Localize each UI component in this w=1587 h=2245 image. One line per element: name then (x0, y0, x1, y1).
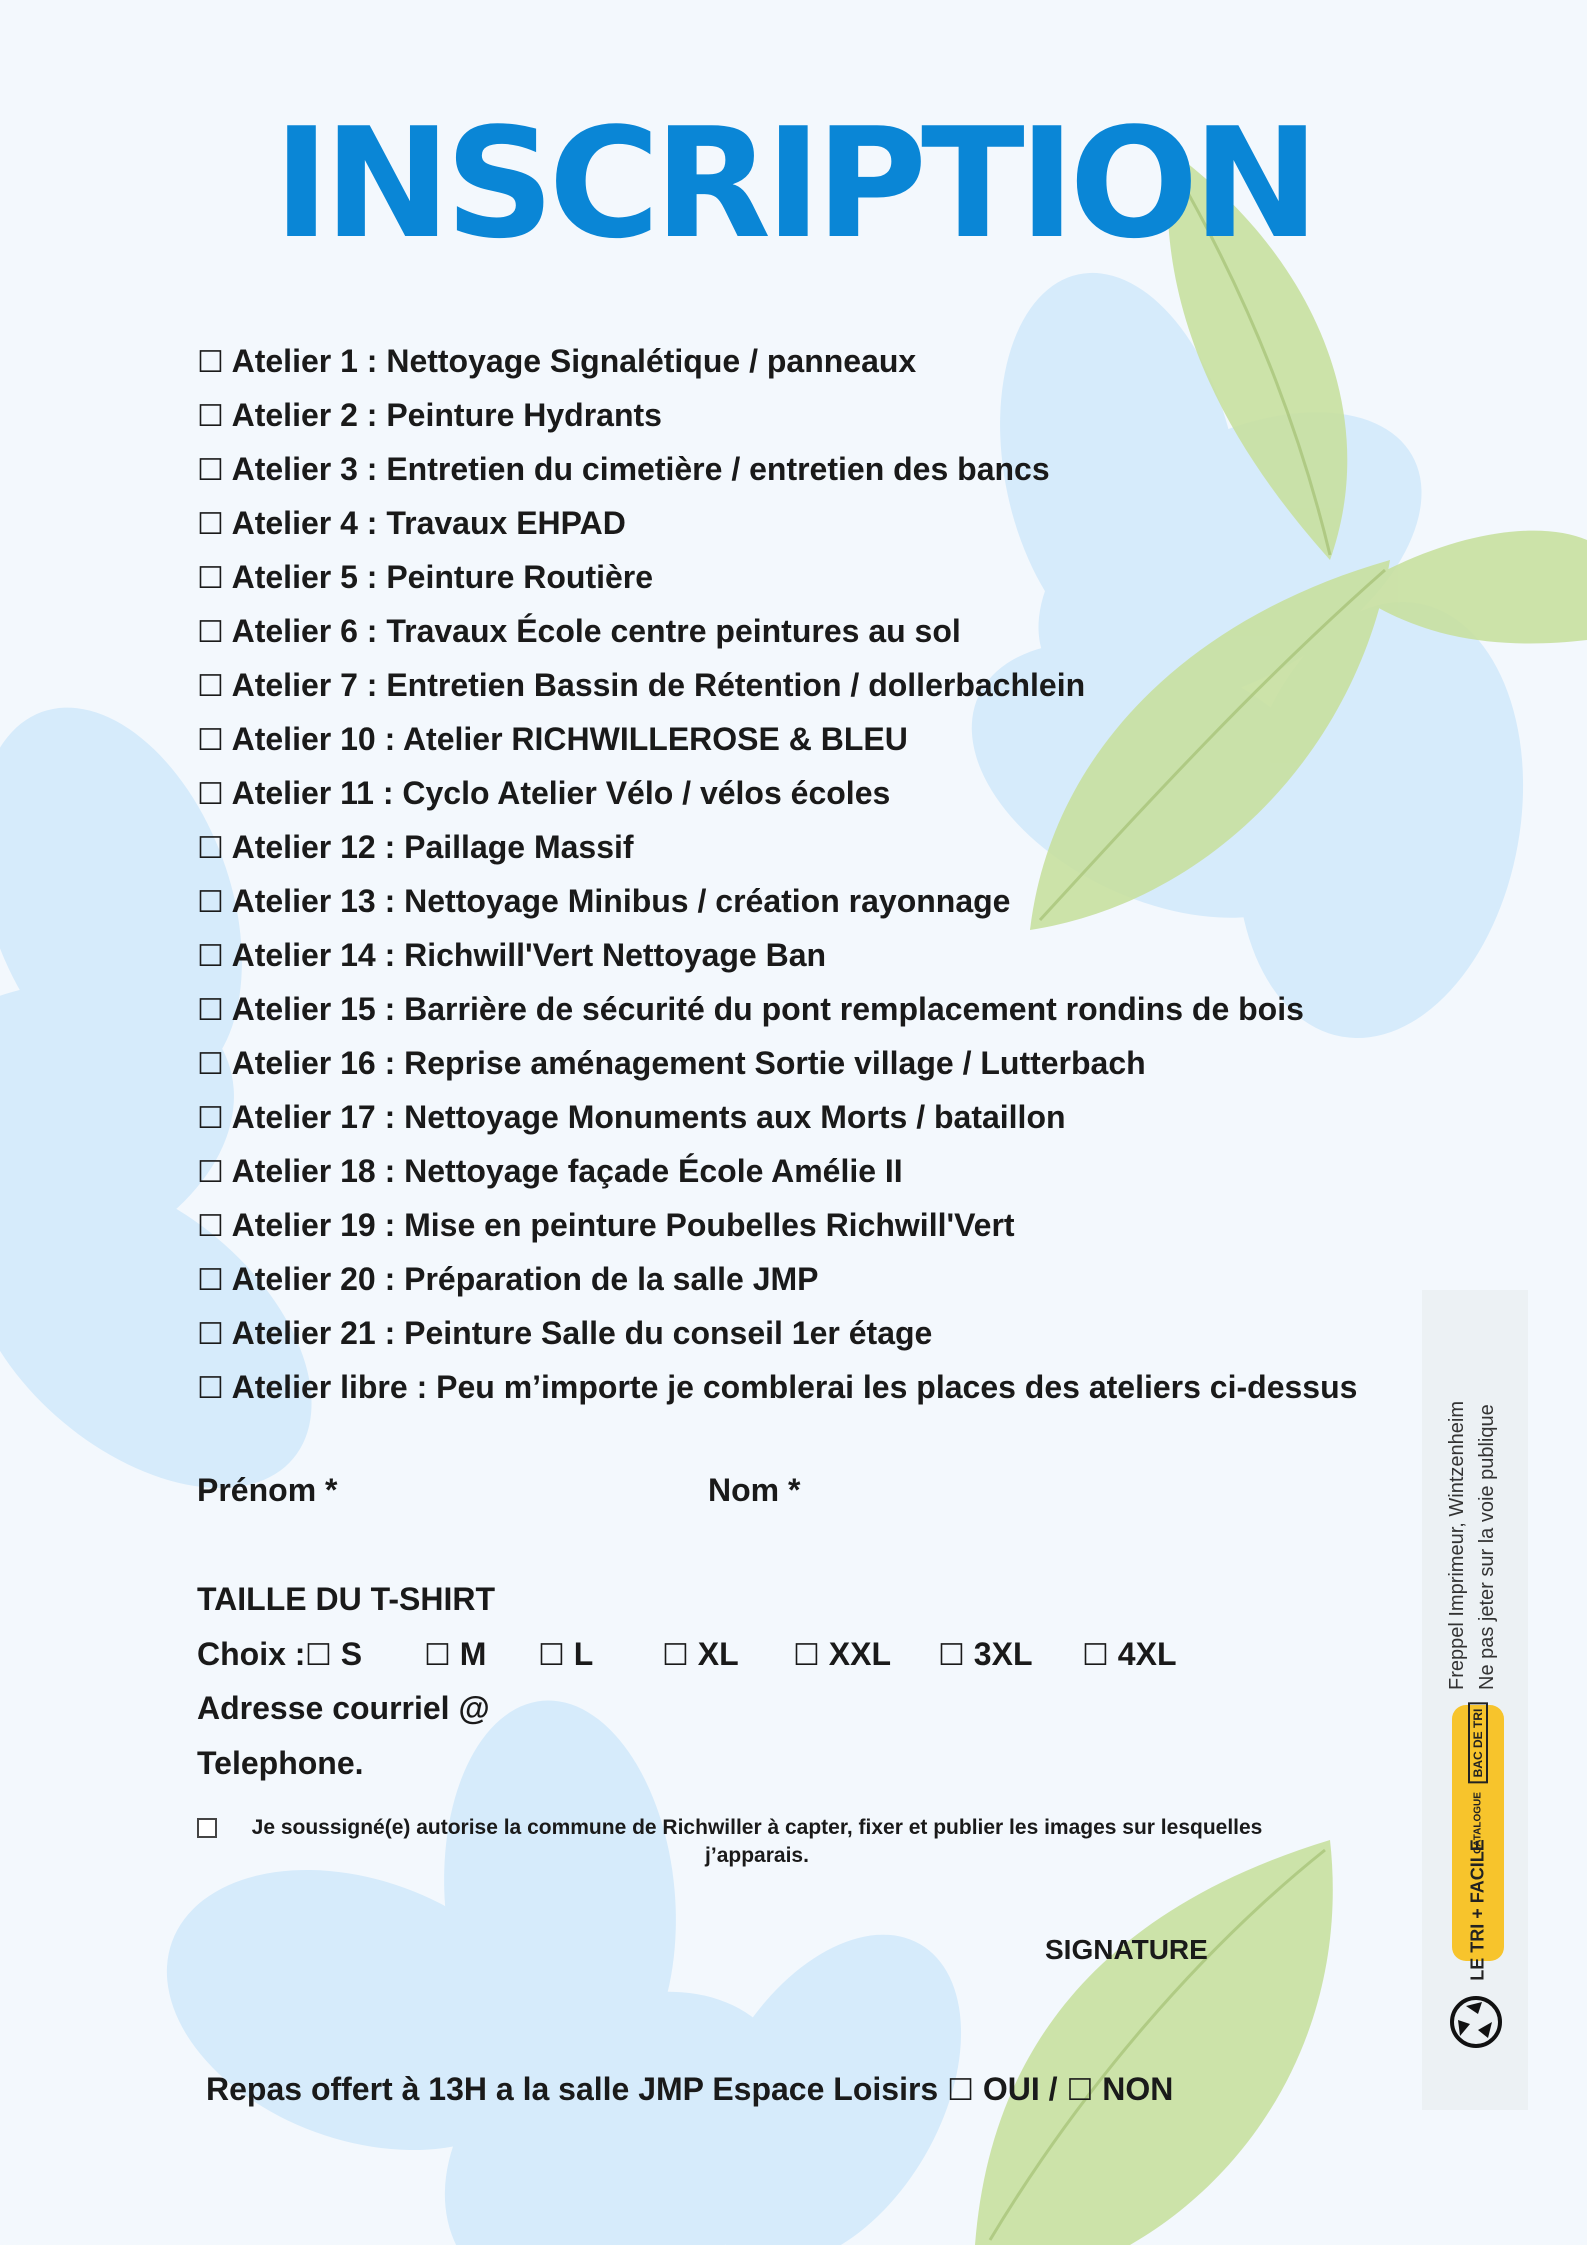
atelier-item[interactable] (197, 1144, 1357, 1198)
atelier-label: Nettoyage façade École Amélie II (395, 1153, 903, 1189)
atelier-item[interactable] (197, 1360, 1357, 1414)
atelier-item[interactable] (197, 766, 1357, 820)
atelier-checkbox[interactable]: ☐ (197, 1372, 224, 1405)
atelier-item[interactable] (197, 388, 1357, 442)
atelier-number: Atelier 13 : (231, 883, 396, 919)
atelier-checkbox[interactable]: ☐ (197, 616, 224, 649)
repas-line: Repas offert à 13H a la salle JMP Espace Loisirs ☐ OUI / ☐ NON (206, 2071, 1174, 2107)
atelier-number: Atelier 18 : (231, 1153, 396, 1189)
atelier-item[interactable] (197, 712, 1357, 766)
size-option-m[interactable]: ☐ M (424, 1636, 487, 1672)
atelier-label: Travaux EHPAD (377, 505, 626, 541)
atelier-label: Richwill'Vert Nettoyage Ban (395, 937, 827, 973)
image-consent (197, 1814, 1297, 1870)
size-option-xxl[interactable]: ☐ XXL (793, 1636, 892, 1672)
atelier-number: Atelier 20 : (231, 1261, 396, 1297)
atelier-label: Nettoyage Signalétique / panneaux (377, 343, 917, 379)
size-option-s[interactable]: ☐ S (305, 1636, 363, 1672)
size-option-4xl[interactable]: ☐ 4XL (1082, 1636, 1177, 1672)
atelier-number: Atelier 6 : (231, 613, 378, 649)
atelier-number: Atelier 2 : (231, 397, 378, 433)
atelier-item[interactable] (197, 982, 1357, 1036)
bac-de-tri-label: BAC DE TRI (1468, 1703, 1488, 1784)
tri-facile-label: LE TRI + FACILE (1467, 1839, 1488, 1981)
repas-oui-label: OUI (982, 2071, 1040, 2107)
atelier-checkbox[interactable]: ☐ (197, 1102, 224, 1135)
repas-non-label: NON (1102, 2071, 1174, 2107)
atelier-checkbox[interactable]: ☐ (197, 562, 224, 595)
atelier-item[interactable] (197, 604, 1357, 658)
repas-text: Repas offert à 13H a la salle JMP Espace Loisirs (206, 2071, 939, 2107)
atelier-checkbox[interactable]: ☐ (197, 346, 224, 379)
atelier-checkbox[interactable]: ☐ (197, 1156, 224, 1189)
atelier-label: Cyclo Atelier Vélo / vélos écoles (393, 775, 891, 811)
atelier-number: Atelier 11 : (231, 775, 394, 811)
choix-label: Choix : (197, 1636, 306, 1672)
atelier-label: Paillage Massif (395, 829, 634, 865)
atelier-checkbox[interactable]: ☐ (197, 454, 224, 487)
atelier-checkbox[interactable]: ☐ (197, 1048, 224, 1081)
atelier-label: Mise en peinture Poubelles Richwill'Vert (395, 1207, 1015, 1243)
page-title: INSCRIPTION (273, 95, 1314, 272)
atelier-number: Atelier 19 : (231, 1207, 396, 1243)
size-option-l[interactable]: ☐ L (538, 1636, 594, 1672)
recycle-icon (1446, 1992, 1506, 2052)
atelier-label: Peu m’importe je comblerai les places des ateliers ci-dessus (427, 1369, 1358, 1405)
printer-notice (1442, 1270, 1502, 1690)
atelier-number: Atelier 4 : (231, 505, 378, 541)
repas-oui-checkbox[interactable]: ☐ (947, 2074, 974, 2107)
atelier-label: Entretien du cimetière / entretien des bancs (377, 451, 1050, 487)
atelier-item[interactable] (197, 1090, 1357, 1144)
atelier-number: Atelier 10 : (231, 721, 396, 757)
atelier-label: Nettoyage Monuments aux Morts / bataillon (395, 1099, 1066, 1135)
atelier-item[interactable] (197, 550, 1357, 604)
atelier-label: Reprise aménagement Sortie village / Lutterbach (395, 1045, 1146, 1081)
atelier-label: Peinture Routière (377, 559, 654, 595)
atelier-checkbox[interactable]: ☐ (197, 508, 224, 541)
atelier-checkbox[interactable]: ☐ (197, 778, 224, 811)
atelier-number: Atelier 15 : (231, 991, 396, 1027)
atelier-checkbox[interactable]: ☐ (197, 994, 224, 1027)
tri-facile-badge (1452, 1705, 1504, 1981)
atelier-checkbox[interactable]: ☐ (197, 1264, 224, 1297)
tshirt-size-choices (197, 1636, 1297, 1676)
email-label[interactable]: Adresse courriel @ (197, 1690, 490, 1726)
phone-label[interactable]: Telephone. (197, 1745, 364, 1781)
atelier-checkbox[interactable]: ☐ (197, 724, 224, 757)
atelier-label: Préparation de la salle JMP (395, 1261, 819, 1297)
atelier-checkbox[interactable]: ☐ (197, 1318, 224, 1351)
atelier-item[interactable] (197, 820, 1357, 874)
atelier-item[interactable] (197, 874, 1357, 928)
atelier-label: Entretien Bassin de Rétention / dollerbachlein (377, 667, 1086, 703)
size-option-3xl[interactable]: ☐ 3XL (938, 1636, 1033, 1672)
atelier-item[interactable] (197, 1252, 1357, 1306)
prenom-label[interactable]: Prénom * (197, 1472, 338, 1508)
catalogue-label: CATALOGUE (1472, 1792, 1484, 1854)
atelier-label: Barrière de sécurité du pont remplacement rondins de bois (395, 991, 1304, 1027)
atelier-number: Atelier 3 : (231, 451, 378, 487)
printer-line: Freppel Imprimeur, Wintzenheim (1446, 1401, 1468, 1690)
atelier-item[interactable] (197, 334, 1357, 388)
atelier-item[interactable] (197, 442, 1357, 496)
atelier-number: Atelier 21 : (231, 1315, 396, 1351)
atelier-item[interactable] (197, 1036, 1357, 1090)
consent-text: Je soussigné(e) autorise la commune de Richwiller à capter, fixer et publier les images sur lesquelles j’apparais. (251, 1816, 1263, 1867)
size-option-xl[interactable]: ☐ XL (662, 1636, 739, 1672)
atelier-number: Atelier 1 : (231, 343, 378, 379)
atelier-checkbox[interactable]: ☐ (197, 670, 224, 703)
atelier-checkbox[interactable]: ☐ (197, 940, 224, 973)
atelier-number: Atelier 14 : (231, 937, 396, 973)
nom-label[interactable]: Nom * (708, 1472, 801, 1508)
atelier-checkbox[interactable]: ☐ (197, 886, 224, 919)
atelier-number: Atelier 17 : (231, 1099, 396, 1135)
atelier-item[interactable] (197, 496, 1357, 550)
atelier-checkbox[interactable]: ☐ (197, 1210, 224, 1243)
atelier-number: Atelier 12 : (231, 829, 396, 865)
atelier-checkbox[interactable]: ☐ (197, 832, 224, 865)
atelier-number: Atelier libre : (231, 1369, 428, 1405)
no-littering-line: Ne pas jeter sur la voie publique (1476, 1404, 1498, 1690)
atelier-item[interactable] (197, 658, 1357, 712)
atelier-label: Peinture Salle du conseil 1er étage (395, 1315, 933, 1351)
atelier-label: Nettoyage Minibus / création rayonnage (395, 883, 1011, 919)
atelier-number: Atelier 5 : (231, 559, 378, 595)
tshirt-heading: TAILLE DU T-SHIRT (197, 1581, 496, 1617)
atelier-label: Travaux École centre peintures au sol (377, 613, 961, 649)
atelier-checkbox[interactable]: ☐ (197, 400, 224, 433)
atelier-number: Atelier 16 : (231, 1045, 396, 1081)
signature-label: SIGNATURE (1045, 1934, 1208, 1965)
atelier-list (197, 334, 1357, 1414)
atelier-item[interactable] (197, 928, 1357, 982)
consent-checkbox[interactable] (197, 1818, 217, 1838)
atelier-item[interactable] (197, 1306, 1357, 1360)
atelier-item[interactable] (197, 1198, 1357, 1252)
atelier-label: Peinture Hydrants (377, 397, 662, 433)
atelier-label: Atelier RICHWILLEROSE & BLEU (395, 721, 908, 757)
repas-non-checkbox[interactable]: ☐ (1066, 2074, 1094, 2107)
atelier-number: Atelier 7 : (231, 667, 378, 703)
